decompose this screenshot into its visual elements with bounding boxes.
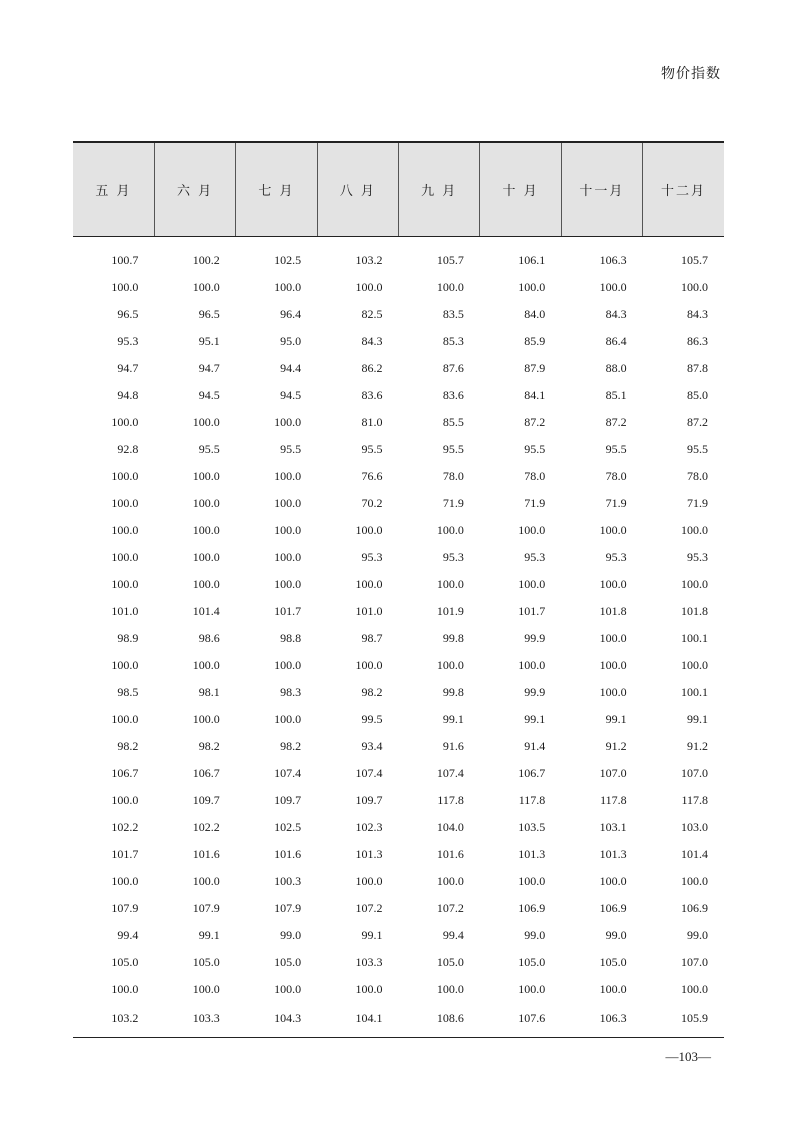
table-cell: 98.2 (117, 739, 139, 753)
table-row (73, 355, 724, 382)
table-cell: 99.1 (524, 712, 546, 726)
table-cell: 103.2 (111, 1010, 139, 1025)
table-cell: 100.0 (192, 712, 220, 726)
table-cell: 108.6 (436, 1010, 464, 1025)
table-cell: 100.0 (599, 280, 627, 294)
table-cell: 85.3 (442, 334, 464, 348)
table-cell: 101.8 (599, 604, 627, 618)
table-row (73, 625, 724, 652)
table-cell: 70.2 (361, 496, 383, 510)
table-cell: 100.0 (681, 658, 708, 672)
table-cell: 105.0 (599, 955, 627, 969)
table-cell: 107.6 (518, 1010, 546, 1025)
table-cell: 81.0 (361, 415, 383, 429)
table-cell: 85.0 (687, 388, 708, 402)
table-cell: 101.6 (436, 847, 464, 861)
table-cell: 101.3 (599, 847, 627, 861)
table-cell: 100.0 (355, 982, 383, 996)
table-cell: 99.8 (442, 685, 464, 699)
table-cell: 101.0 (111, 604, 139, 618)
table-cell: 103.3 (355, 955, 383, 969)
column-header-december: 十二月 (643, 142, 724, 237)
table-cell: 102.2 (192, 820, 220, 834)
table-cell: 101.4 (681, 847, 708, 861)
table-cell: 101.7 (111, 847, 139, 861)
table-cell: 98.7 (361, 631, 383, 645)
price-index-table (73, 141, 724, 1041)
table-cell: 100.0 (274, 280, 302, 294)
table-cell: 95.3 (687, 550, 708, 564)
table-cell: 100.0 (518, 982, 546, 996)
table-cell: 100.0 (192, 658, 220, 672)
table-cell: 95.5 (687, 442, 708, 456)
table-row (73, 301, 724, 328)
table-cell: 95.1 (198, 334, 220, 348)
table-cell: 100.0 (599, 982, 627, 996)
table-row (73, 760, 724, 787)
table-cell: 100.0 (192, 523, 220, 537)
table-cell: 100.0 (681, 280, 708, 294)
table-cell: 98.5 (117, 685, 139, 699)
table-cell: 100.0 (599, 577, 627, 591)
table-cell: 100.0 (274, 496, 302, 510)
table-cell: 95.5 (280, 442, 302, 456)
table-cell: 71.9 (524, 496, 546, 510)
table-cell: 78.0 (605, 469, 627, 483)
table-cell: 107.0 (599, 766, 627, 780)
table-cell: 99.9 (524, 685, 546, 699)
table-cell: 100.0 (192, 469, 220, 483)
table-cell: 101.7 (518, 604, 546, 618)
table-cell: 100.0 (436, 280, 464, 294)
table-cell: 100.0 (111, 577, 139, 591)
table-cell: 104.3 (274, 1010, 302, 1025)
table-cell: 95.3 (524, 550, 546, 564)
table-cell: 99.9 (524, 631, 546, 645)
table-cell: 100.0 (681, 577, 708, 591)
table-cell: 100.0 (274, 577, 302, 591)
table-cell: 84.0 (524, 307, 546, 321)
table-cell: 100.1 (681, 631, 708, 645)
table-cell: 101.9 (436, 604, 464, 618)
table-cell: 100.0 (274, 658, 302, 672)
table-cell: 100.0 (111, 523, 139, 537)
table-cell: 78.0 (687, 469, 708, 483)
table-cell: 95.5 (442, 442, 464, 456)
table-cell: 85.9 (524, 334, 546, 348)
table-cell: 99.1 (442, 712, 464, 726)
table-bottom-rule (73, 1037, 724, 1038)
table-cell: 98.2 (198, 739, 220, 753)
table-cell: 101.7 (274, 604, 302, 618)
table-cell: 101.0 (355, 604, 383, 618)
table-cell: 100.0 (192, 415, 220, 429)
table-cell: 106.1 (518, 253, 546, 267)
table-cell: 99.4 (442, 928, 464, 942)
table-cell: 100.0 (518, 874, 546, 888)
table-cell: 100.0 (274, 550, 302, 564)
table-cell: 105.0 (436, 955, 464, 969)
table-row (73, 652, 724, 679)
table-cell: 87.2 (524, 415, 546, 429)
table-cell: 100.0 (355, 280, 383, 294)
table-cell: 99.5 (361, 712, 383, 726)
table-cell: 100.0 (599, 685, 627, 699)
table-cell: 87.6 (442, 361, 464, 375)
column-header-november: 十一月 (561, 142, 642, 237)
table-cell: 78.0 (524, 469, 546, 483)
table-cell: 86.3 (687, 334, 708, 348)
table-cell: 93.4 (361, 739, 383, 753)
table-cell: 71.9 (605, 496, 627, 510)
table-cell: 91.6 (442, 739, 464, 753)
table-cell: 87.8 (687, 361, 708, 375)
table-cell: 104.0 (436, 820, 464, 834)
table-cell: 101.4 (192, 604, 220, 618)
table-cell: 105.0 (518, 955, 546, 969)
header-row (73, 142, 724, 237)
table-cell: 100.0 (518, 523, 546, 537)
table-cell: 100.0 (111, 874, 139, 888)
table-cell: 117.8 (600, 793, 627, 807)
table-cell: 76.6 (361, 469, 383, 483)
table-cell: 98.3 (280, 685, 302, 699)
table-cell: 103.2 (355, 253, 383, 267)
table-row (73, 841, 724, 868)
table-cell: 100.0 (681, 982, 708, 996)
table-cell: 96.4 (280, 307, 302, 321)
table-cell: 100.0 (355, 874, 383, 888)
table-cell: 96.5 (117, 307, 139, 321)
table-cell: 84.1 (524, 388, 546, 402)
table-cell: 100.0 (111, 280, 139, 294)
table-cell: 100.0 (355, 523, 383, 537)
table-cell: 100.0 (111, 982, 139, 996)
table-row (73, 679, 724, 706)
table-cell: 86.4 (605, 334, 627, 348)
table-row (73, 706, 724, 733)
column-header-june: 六 月 (154, 142, 235, 237)
table-cell: 100.0 (111, 550, 139, 564)
table-row (73, 1003, 724, 1041)
table-cell: 91.4 (524, 739, 546, 753)
table-row (73, 922, 724, 949)
table-cell: 106.7 (192, 766, 220, 780)
table-cell: 101.3 (355, 847, 383, 861)
table-row (73, 814, 724, 841)
table-cell: 99.1 (361, 928, 383, 942)
table-cell: 105.7 (436, 253, 464, 267)
table-cell: 98.1 (198, 685, 220, 699)
table-cell: 99.0 (280, 928, 302, 942)
table-cell: 100.0 (192, 496, 220, 510)
table-cell: 91.2 (605, 739, 627, 753)
table-cell: 84.3 (605, 307, 627, 321)
table-cell: 109.7 (274, 793, 302, 807)
table-row (73, 409, 724, 436)
table-cell: 98.9 (117, 631, 139, 645)
table-cell: 100.0 (518, 280, 546, 294)
table-cell: 94.7 (117, 361, 139, 375)
table-row (73, 598, 724, 625)
table-body (73, 237, 724, 1042)
table-cell: 99.4 (117, 928, 139, 942)
price-index-table-container (73, 141, 724, 1041)
table-cell: 106.9 (681, 901, 708, 915)
table-row (73, 733, 724, 760)
table-cell: 100.0 (436, 577, 464, 591)
table-cell: 107.9 (274, 901, 302, 915)
table-cell: 100.0 (274, 415, 302, 429)
table-cell: 117.8 (437, 793, 464, 807)
table-cell: 117.8 (518, 793, 546, 807)
table-row (73, 949, 724, 976)
table-cell: 107.0 (681, 766, 708, 780)
table-cell: 100.0 (274, 469, 302, 483)
table-row (73, 895, 724, 922)
table-cell: 99.1 (198, 928, 220, 942)
table-cell: 98.6 (198, 631, 220, 645)
table-cell: 83.6 (442, 388, 464, 402)
column-header-october: 十 月 (480, 142, 561, 237)
table-cell: 106.9 (518, 901, 546, 915)
table-cell: 102.3 (355, 820, 383, 834)
table-cell: 101.8 (681, 604, 708, 618)
table-cell: 107.2 (355, 901, 383, 915)
table-cell: 100.0 (192, 550, 220, 564)
table-cell: 94.5 (280, 388, 302, 402)
table-row (73, 274, 724, 301)
table-cell: 87.2 (687, 415, 708, 429)
page-number: —103— (665, 1049, 711, 1064)
table-cell: 99.8 (442, 631, 464, 645)
table-cell: 84.3 (687, 307, 708, 321)
table-cell: 84.3 (361, 334, 383, 348)
table-cell: 100.0 (274, 712, 302, 726)
table-cell: 94.7 (198, 361, 220, 375)
table-cell: 99.1 (687, 712, 708, 726)
table-cell: 100.0 (599, 523, 627, 537)
table-cell: 100.0 (599, 631, 627, 645)
table-cell: 100.0 (518, 577, 546, 591)
table-cell: 106.7 (111, 766, 139, 780)
table-cell: 102.5 (274, 253, 302, 267)
table-cell: 100.1 (681, 685, 708, 699)
table-cell: 100.0 (681, 874, 708, 888)
table-cell: 85.1 (605, 388, 627, 402)
table-cell: 106.3 (599, 1010, 627, 1025)
table-row (73, 490, 724, 517)
table-cell: 100.0 (436, 523, 464, 537)
table-cell: 104.1 (355, 1010, 383, 1025)
table-cell: 95.3 (117, 334, 139, 348)
table-cell: 107.9 (192, 901, 220, 915)
table-cell: 100.0 (111, 712, 139, 726)
table-cell: 96.5 (198, 307, 220, 321)
table-cell: 94.4 (280, 361, 302, 375)
table-row (73, 237, 724, 275)
table-cell: 95.3 (605, 550, 627, 564)
table-row (73, 328, 724, 355)
table-cell: 95.3 (442, 550, 464, 564)
table-row (73, 868, 724, 895)
table-cell: 85.5 (442, 415, 464, 429)
table-cell: 100.0 (599, 658, 627, 672)
column-header-may: 五 月 (73, 142, 154, 237)
table-cell: 107.4 (355, 766, 383, 780)
table-cell: 100.0 (681, 523, 708, 537)
table-cell: 107.9 (111, 901, 139, 915)
table-cell: 103.3 (192, 1010, 220, 1025)
table-cell: 83.5 (442, 307, 464, 321)
table-cell: 100.0 (599, 874, 627, 888)
table-cell: 87.2 (605, 415, 627, 429)
table-cell: 78.0 (442, 469, 464, 483)
table-cell: 99.0 (605, 928, 627, 942)
table-cell: 109.7 (192, 793, 220, 807)
table-cell: 100.0 (111, 793, 139, 807)
table-cell: 103.5 (518, 820, 546, 834)
table-cell: 87.9 (524, 361, 546, 375)
table-cell: 105.0 (192, 955, 220, 969)
column-header-september: 九 月 (399, 142, 480, 237)
table-cell: 71.9 (687, 496, 708, 510)
table-cell: 95.3 (361, 550, 383, 564)
table-cell: 100.0 (192, 577, 220, 591)
table-cell: 86.2 (361, 361, 383, 375)
section-title: 物价指数 (661, 66, 721, 82)
table-cell: 105.0 (111, 955, 139, 969)
table-cell: 107.0 (681, 955, 708, 969)
table-row (73, 787, 724, 814)
table-row (73, 463, 724, 490)
table-row (73, 517, 724, 544)
table-cell: 100.2 (192, 253, 220, 267)
table-cell: 95.5 (605, 442, 627, 456)
table-cell: 100.0 (436, 982, 464, 996)
table-cell: 100.0 (111, 469, 139, 483)
table-cell: 95.5 (198, 442, 220, 456)
table-cell: 101.3 (518, 847, 546, 861)
table-cell: 102.5 (274, 820, 302, 834)
table-cell: 107.4 (274, 766, 302, 780)
table-cell: 100.0 (192, 280, 220, 294)
table-cell: 101.6 (192, 847, 220, 861)
table-cell: 105.0 (274, 955, 302, 969)
table-cell: 98.2 (280, 739, 302, 753)
table-cell: 106.7 (518, 766, 546, 780)
table-cell: 95.5 (524, 442, 546, 456)
table-cell: 100.0 (436, 658, 464, 672)
table-cell: 109.7 (355, 793, 383, 807)
column-header-july: 七 月 (236, 142, 317, 237)
table-cell: 107.4 (436, 766, 464, 780)
table-row (73, 571, 724, 598)
table-cell: 100.3 (274, 874, 302, 888)
table-header (73, 142, 724, 237)
table-cell: 82.5 (361, 307, 383, 321)
table-cell: 105.7 (681, 253, 708, 267)
table-cell: 101.6 (274, 847, 302, 861)
table-cell: 100.0 (274, 523, 302, 537)
table-cell: 100.0 (111, 415, 139, 429)
table-cell: 100.0 (518, 658, 546, 672)
table-row (73, 976, 724, 1003)
table-cell: 99.1 (605, 712, 627, 726)
table-cell: 94.8 (117, 388, 139, 402)
table-cell: 100.0 (436, 874, 464, 888)
table-cell: 106.3 (599, 253, 627, 267)
table-cell: 106.9 (599, 901, 627, 915)
column-header-august: 八 月 (317, 142, 398, 237)
table-cell: 91.2 (687, 739, 708, 753)
table-cell: 100.0 (355, 577, 383, 591)
table-cell: 100.0 (111, 496, 139, 510)
table-cell: 100.0 (111, 658, 139, 672)
table-cell: 95.5 (361, 442, 383, 456)
table-cell: 100.0 (192, 874, 220, 888)
table-cell: 103.0 (681, 820, 708, 834)
table-cell: 94.5 (198, 388, 220, 402)
table-cell: 100.0 (192, 982, 220, 996)
table-cell: 95.0 (280, 334, 302, 348)
table-cell: 100.7 (111, 253, 139, 267)
table-cell: 100.0 (274, 982, 302, 996)
table-cell: 102.2 (111, 820, 139, 834)
table-cell: 100.0 (355, 658, 383, 672)
table-cell: 99.0 (524, 928, 546, 942)
table-row (73, 382, 724, 409)
table-cell: 105.9 (681, 1010, 708, 1025)
table-cell: 83.6 (361, 388, 383, 402)
table-cell: 103.1 (599, 820, 627, 834)
table-cell: 92.8 (117, 442, 139, 456)
table-row (73, 544, 724, 571)
table-row (73, 436, 724, 463)
table-cell: 71.9 (442, 496, 464, 510)
table-cell: 117.8 (681, 793, 708, 807)
table-cell: 98.2 (361, 685, 383, 699)
table-cell: 107.2 (436, 901, 464, 915)
table-cell: 98.8 (280, 631, 302, 645)
table-cell: 99.0 (687, 928, 708, 942)
table-cell: 88.0 (605, 361, 627, 375)
